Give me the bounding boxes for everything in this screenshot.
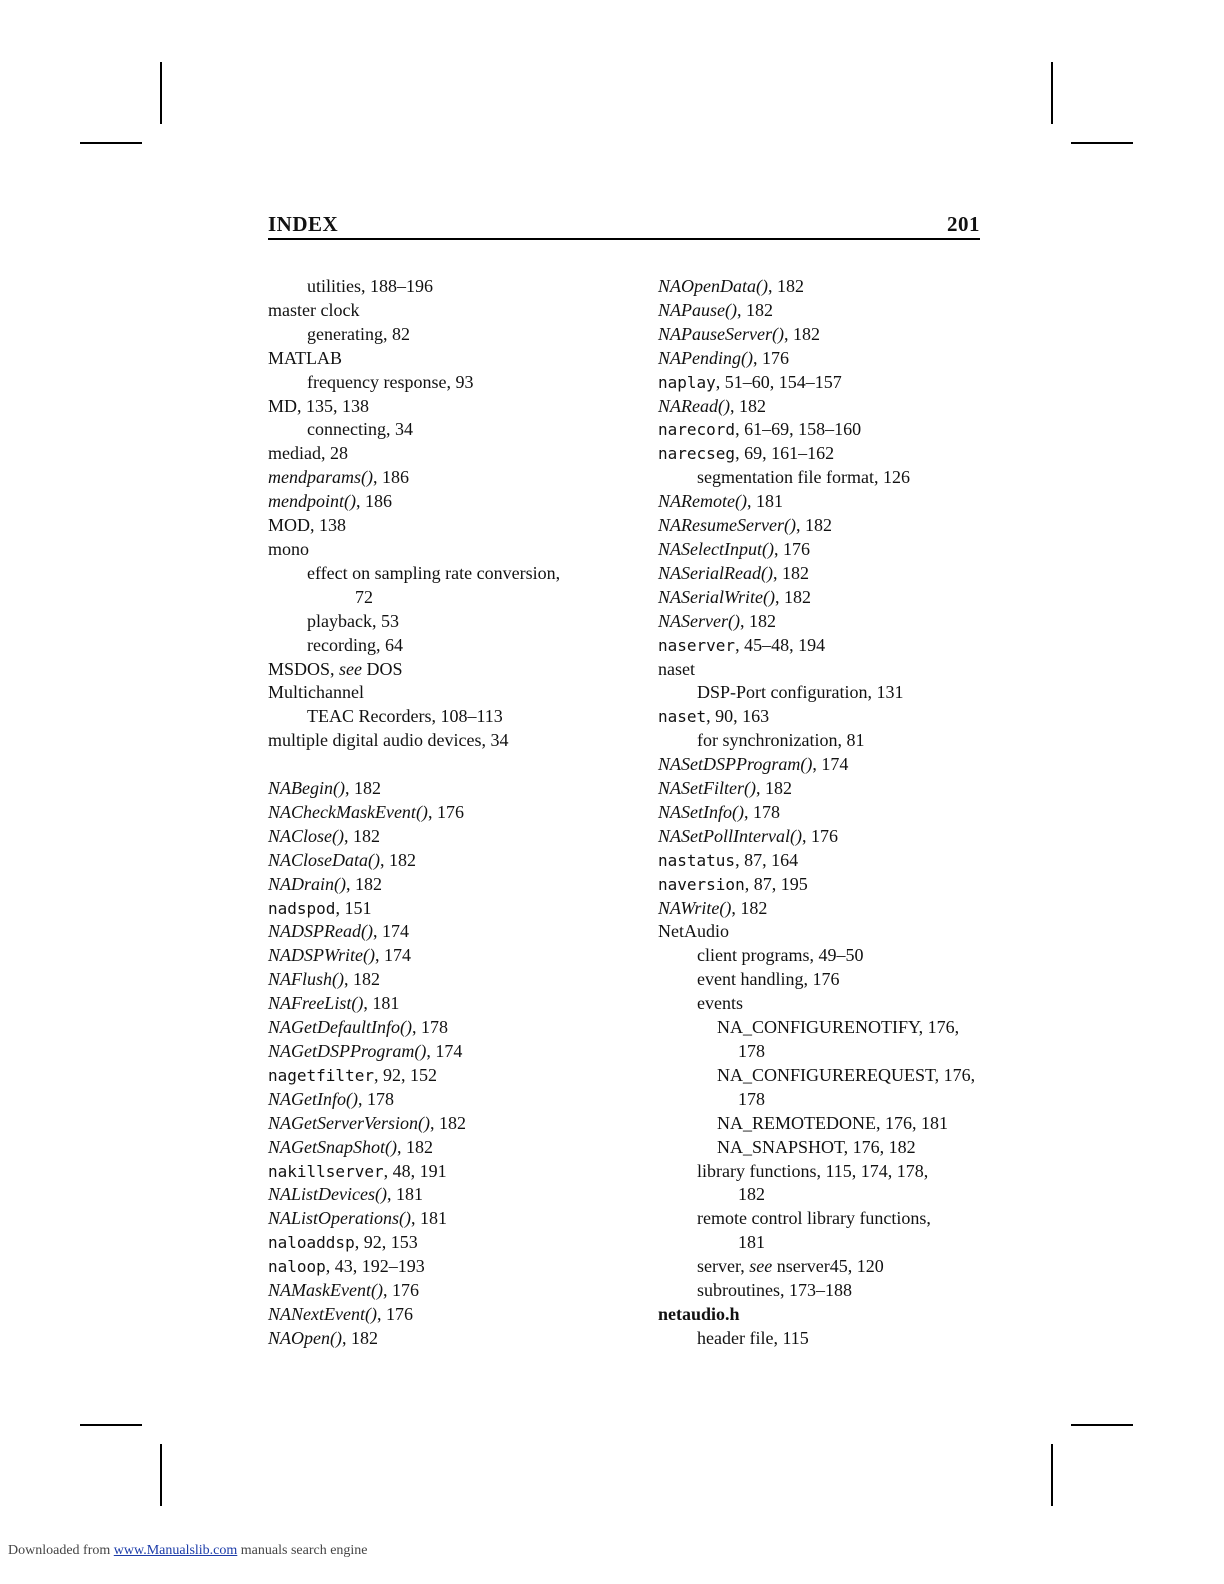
crop-mark-top-right-horizontal <box>1071 142 1133 144</box>
footer-prefix: Downloaded from <box>8 1543 114 1558</box>
index-subentry: remote control library functions, <box>697 1208 931 1229</box>
index-entry: NASetInfo(), 178 <box>658 801 780 822</box>
index-subentry: connecting, 34 <box>307 419 413 440</box>
index-entry: nadspod, 151 <box>268 897 372 918</box>
header-rule <box>268 238 980 240</box>
index-entry: mendparams(), 186 <box>268 467 409 488</box>
index-entry: NADrain(), 182 <box>268 873 382 894</box>
index-entry: NAClose(), 182 <box>268 825 380 846</box>
index-entry: naplay, 51–60, 154–157 <box>658 371 842 392</box>
index-entry: narecord, 61–69, 158–160 <box>658 419 862 440</box>
index-subentry: server, see nserver45, 120 <box>697 1256 884 1277</box>
footer-suffix: manuals search engine <box>237 1543 368 1558</box>
index-entry: NAListOperations(), 181 <box>268 1208 448 1229</box>
index-entry: NAMaskEvent(), 176 <box>268 1280 419 1301</box>
index-entry: netaudio.h <box>658 1303 740 1324</box>
index-entry: NAGetDefaultInfo(), 178 <box>268 1017 448 1038</box>
index-entry: NAServer(), 182 <box>658 610 776 631</box>
index-entry: Multichannel <box>268 682 364 703</box>
index-entry: MSDOS, see DOS <box>268 658 403 679</box>
index-continuation: 178 <box>738 1088 765 1109</box>
page-number: 201 <box>947 212 980 236</box>
index-entry: NAOpenData(), 182 <box>658 276 804 296</box>
index-entry: naversion, 87, 195 <box>658 873 808 894</box>
index-subsubentry: NA_CONFIGURENOTIFY, 176, <box>717 1017 960 1038</box>
manualslib-link[interactable]: www.Manualslib.com <box>113 1543 238 1558</box>
crop-mark-bottom-right-horizontal <box>1071 1424 1133 1426</box>
crop-mark-top-left-vertical <box>160 62 162 124</box>
index-subentry: effect on sampling rate conversion, <box>307 562 561 583</box>
index-entry: mendpoint(), 186 <box>268 491 392 512</box>
index-entry: narecseg, 69, 161–162 <box>658 443 835 464</box>
running-header <box>268 212 980 238</box>
index-entry: NASerialWrite(), 182 <box>658 586 811 607</box>
index-entry: naloaddsp, 92, 153 <box>268 1232 418 1253</box>
index-subsubentry: NA_CONFIGUREREQUEST, 176, <box>717 1064 976 1085</box>
index-entry: NAFlush(), 182 <box>268 969 380 990</box>
index-entry: NACloseData(), 182 <box>268 849 416 870</box>
index-subentry: segmentation file format, 126 <box>697 467 910 488</box>
index-entry: NASetDSPProgram(), 174 <box>658 754 849 775</box>
crop-mark-bottom-left-horizontal <box>80 1424 142 1426</box>
index-entry: NASerialRead(), 182 <box>658 562 809 583</box>
download-footer <box>8 1543 368 1559</box>
index-entry: NACheckMaskEvent(), 176 <box>268 801 464 822</box>
crop-mark-bottom-right-vertical <box>1051 1444 1053 1506</box>
index-entry: NAPauseServer(), 182 <box>658 323 820 344</box>
index-subsubentry: NA_SNAPSHOT, 176, 182 <box>717 1136 916 1157</box>
index-entry: NAGetServerVersion(), 182 <box>268 1112 466 1133</box>
index-entry: naloop, 43, 192–193 <box>268 1256 425 1277</box>
index-entry: master clock <box>268 299 360 320</box>
index-subentry: for synchronization, 81 <box>697 730 865 751</box>
index-entry: nakillserver, 48, 191 <box>268 1160 447 1181</box>
index-entry: nagetfilter, 92, 152 <box>268 1064 437 1085</box>
index-entry: MATLAB <box>268 347 343 368</box>
index-subentry: recording, 64 <box>307 634 403 655</box>
index-entry: nastatus, 87, 164 <box>658 849 799 870</box>
index-subentry: event handling, 176 <box>697 969 840 990</box>
index-subentry: playback, 53 <box>307 610 399 631</box>
index-entry: MOD, 138 <box>268 515 347 536</box>
index-continuation: 182 <box>738 1184 765 1205</box>
index-entry: mediad, 28 <box>268 443 348 464</box>
index-subentry: utilities, 188–196 <box>307 276 433 296</box>
index-entry: NASetFilter(), 182 <box>658 778 792 799</box>
index-subsubentry: NA_REMOTEDONE, 176, 181 <box>717 1112 948 1133</box>
index-subentry: DSP-Port configuration, 131 <box>697 682 904 703</box>
index-subentry: client programs, 49–50 <box>697 945 864 966</box>
index-entry: NARead(), 182 <box>658 395 766 416</box>
index-column-left <box>268 275 628 1351</box>
header-title: INDEX <box>268 212 339 236</box>
index-entry: NADSPWrite(), 174 <box>268 945 411 966</box>
index-subentry: subroutines, 173–188 <box>697 1280 852 1301</box>
index-subentry: library functions, 115, 174, 178, <box>697 1160 929 1181</box>
index-entry: NetAudio <box>658 921 729 942</box>
index-entry: NAGetInfo(), 178 <box>268 1088 394 1109</box>
index-entry: mono <box>268 538 310 559</box>
index-subentry: events <box>697 993 743 1014</box>
index-continuation: 178 <box>738 1041 765 1061</box>
index-subentry: frequency response, 93 <box>307 371 474 392</box>
index-continuation: 72 <box>355 586 373 607</box>
index-subentry: header file, 115 <box>697 1327 809 1348</box>
crop-mark-top-left-horizontal <box>80 142 142 144</box>
index-subentry: generating, 82 <box>307 323 410 344</box>
index-entry: naset, 90, 163 <box>658 706 770 727</box>
index-entry: NASetPollInterval(), 176 <box>658 825 838 846</box>
index-entry: naset <box>658 658 695 679</box>
index-entry: NAGetSnapShot(), 182 <box>268 1136 433 1157</box>
crop-mark-bottom-left-vertical <box>160 1444 162 1506</box>
index-entry: multiple digital audio devices, 34 <box>268 730 509 751</box>
index-entry: NASelectInput(), 176 <box>658 538 810 559</box>
crop-mark-top-right-vertical <box>1051 62 1053 124</box>
index-entry: NAResumeServer(), 182 <box>658 515 832 536</box>
index-entry: NABegin(), 182 <box>268 778 381 799</box>
index-entry: NAFreeList(), 181 <box>268 993 400 1014</box>
index-entry: NAOpen(), 182 <box>268 1327 378 1348</box>
index-entry: NAGetDSPProgram(), 174 <box>268 1040 463 1061</box>
index-entry: NADSPRead(), 174 <box>268 921 409 942</box>
index-entry: NAListDevices(), 181 <box>268 1184 423 1205</box>
index-entry: MD, 135, 138 <box>268 395 370 416</box>
index-entry: NANextEvent(), 176 <box>268 1303 413 1324</box>
index-column-right <box>658 275 1038 1351</box>
index-entry: NAPending(), 176 <box>658 347 789 368</box>
index-subentry: TEAC Recorders, 108–113 <box>307 706 503 727</box>
index-continuation: 181 <box>738 1232 765 1253</box>
index-entry: naserver, 45–48, 194 <box>658 634 826 655</box>
index-entry: NAWrite(), 182 <box>658 897 768 918</box>
letter-group-gap <box>268 753 628 777</box>
index-entry: NARemote(), 181 <box>658 491 783 512</box>
index-entry: NAPause(), 182 <box>658 299 773 320</box>
